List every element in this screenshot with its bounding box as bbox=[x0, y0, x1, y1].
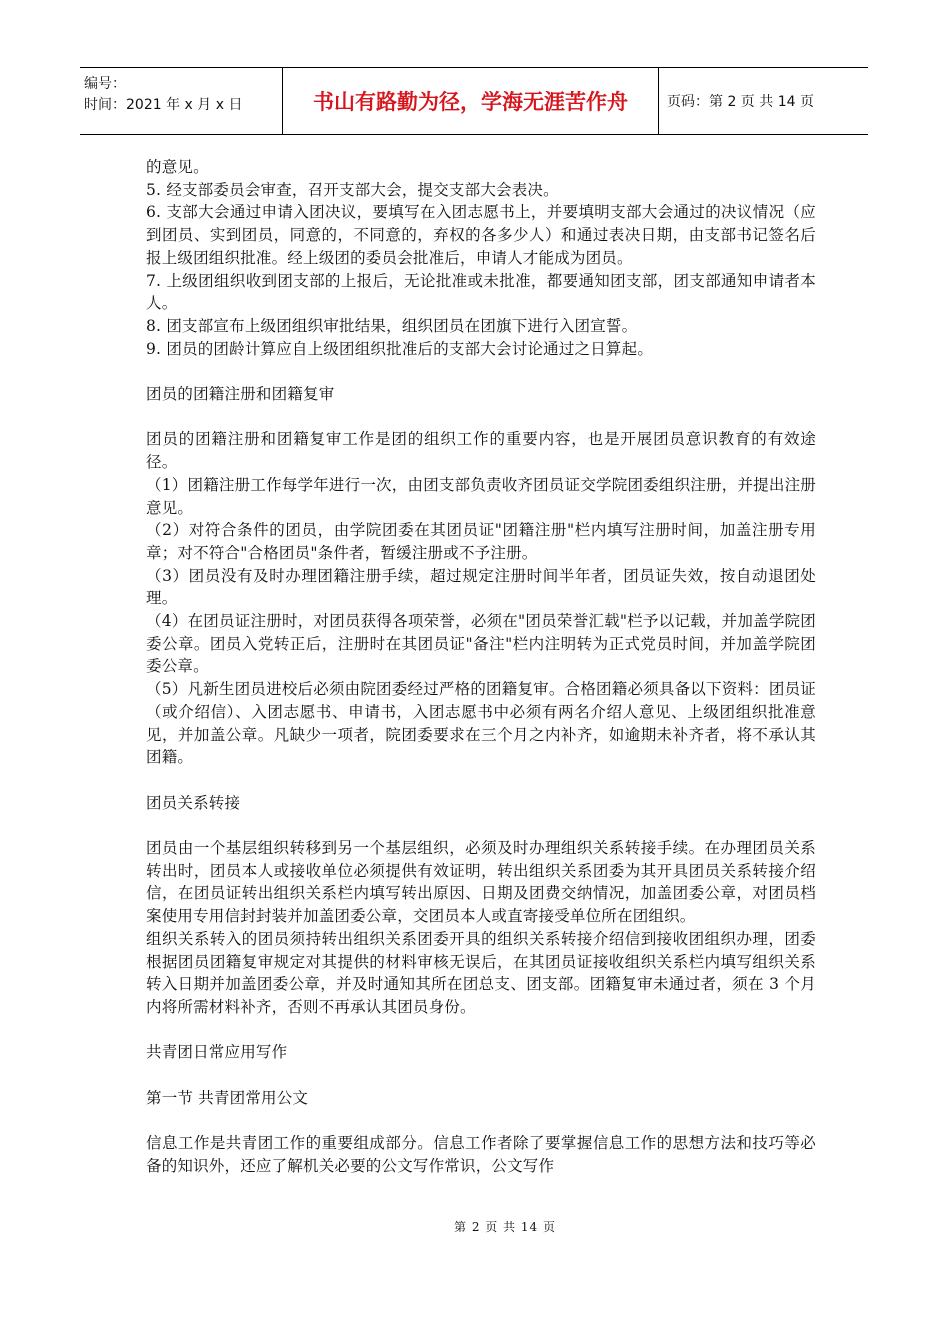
header-motto: 书山有路勤为径，学海无涯苦作舟 bbox=[283, 68, 659, 134]
list-item: （2）对符合条件的团员，由学院团委在其团员证"团籍注册"栏内填写注册时间，加盖注册专用章；对不符合"合格团员"条件者，暂缓注册或不予注册。 bbox=[146, 521, 816, 562]
list-item: （5）凡新生团员进校后必须由院团委经过严格的团籍复审。合格团籍必须具备以下资料：团员证（或介绍信）、入团志愿书、申请书，入团志愿书中必须有两名介绍人意见、上级团组织批准意见，并加盖公章。凡缺少一项者，院团委要求在三个月之内补齐，如逾期未补齐者，将不承认其团籍。 bbox=[146, 680, 816, 767]
section-heading: 团员的团籍注册和团籍复审 bbox=[146, 385, 335, 404]
paragraph: 的意见。 bbox=[146, 158, 209, 176]
footer-page-number: 第 2 页 共 14 页 bbox=[454, 1220, 556, 1234]
list-item: （3）团员没有及时办理团籍注册手续，超过规定注册时间半年者，团员证失效，按自动退团处理。 bbox=[146, 566, 816, 608]
page-footer bbox=[0, 1218, 950, 1235]
list-item: （1）团籍注册工作每学年进行一次，由团支部负责收齐团员证交学院团委组织注册，并提出注册意见。 bbox=[146, 475, 816, 517]
list-item: 7. 上级团组织收到团支部的上报后，无论批准或未批准，都要通知团支部，团支部通知申请者本人。 bbox=[146, 271, 816, 313]
document-number: 编号： bbox=[84, 76, 126, 92]
header-meta bbox=[80, 68, 283, 134]
paragraph: 信息工作是共青团工作的重要组成部分。信息工作者除了要掌握信息工作的思想方法和技巧等必备的知识外，还应了解机关必要的公文写作常识，公文写作 bbox=[146, 1134, 816, 1175]
list-item: 9. 团员的团龄计算应自上级团组织批准后的支部大会讨论通过之日算起。 bbox=[146, 339, 654, 358]
header-page-info: 页码：第 2 页 共 14 页 bbox=[667, 94, 814, 110]
document-time: 时间：2021 年 x 月 x 日 bbox=[84, 97, 243, 113]
paragraph: 团员的团籍注册和团籍复审工作是团的组织工作的重要内容，也是开展团员意识教育的有效途径。 bbox=[146, 430, 816, 472]
page-header bbox=[80, 67, 868, 135]
list-item: （4）在团员证注册时，对团员获得各项荣誉，必须在"团员荣誉汇载"栏予以记载，并加盖学院团委公章。团员入党转正后，注册时在其团员证"备注"栏内注明转为正式党员时间，并加盖学院团委公章。 bbox=[146, 612, 816, 676]
section-heading: 共青团日常应用写作 bbox=[146, 1043, 288, 1062]
paragraph: 组织关系转入的团员须持转出组织关系团委开具的组织关系转接介绍信到接收团组织办理，团委根据团员团籍复审规定对其提供的材料审核无误后，在其团员证接收组织关系栏内填写组织关系转入日期并加盖团委公章，并及时通知其所在团总支、团支部。团籍复审未通过者，须在 3 个月内将所需材料补齐，否则不再承认其团员身份。 bbox=[146, 929, 816, 1016]
document-body bbox=[146, 156, 816, 1178]
paragraph: 团员由一个基层组织转移到另一个基层组织，必须及时办理组织关系转接手续。在办理团员关系转出时，团员本人或接收单位必须提供有效证明，转出组织关系团委为其开具团员关系转接介绍信，在团员证转出组织关系栏内填写转出原因、日期及团费交纳情况，加盖团委公章，对团员档案使用专用信封封装并加盖团委公章，交团员本人或直寄接受单位所在团组织。 bbox=[146, 839, 816, 926]
list-item: 8. 团支部宣布上级团组织审批结果，组织团员在团旗下进行入团宣誓。 bbox=[146, 316, 638, 335]
section-heading: 团员关系转接 bbox=[146, 793, 241, 812]
list-item: 5. 经支部委员会审查，召开支部大会，提交支部大会表决。 bbox=[146, 180, 559, 199]
list-item: 6. 支部大会通过申请入团决议，要填写在入团志愿书上，并要填明支部大会通过的决议情况（应到团员、实到团员，同意的，不同意的，弃权的各多少人）和通过表决日期，由支部书记签名后报上级团组织批准。经上级团的委员会批准后，申请人才能成为团员。 bbox=[146, 203, 816, 267]
section-subheading: 第一节 共青团常用公文 bbox=[146, 1088, 309, 1107]
